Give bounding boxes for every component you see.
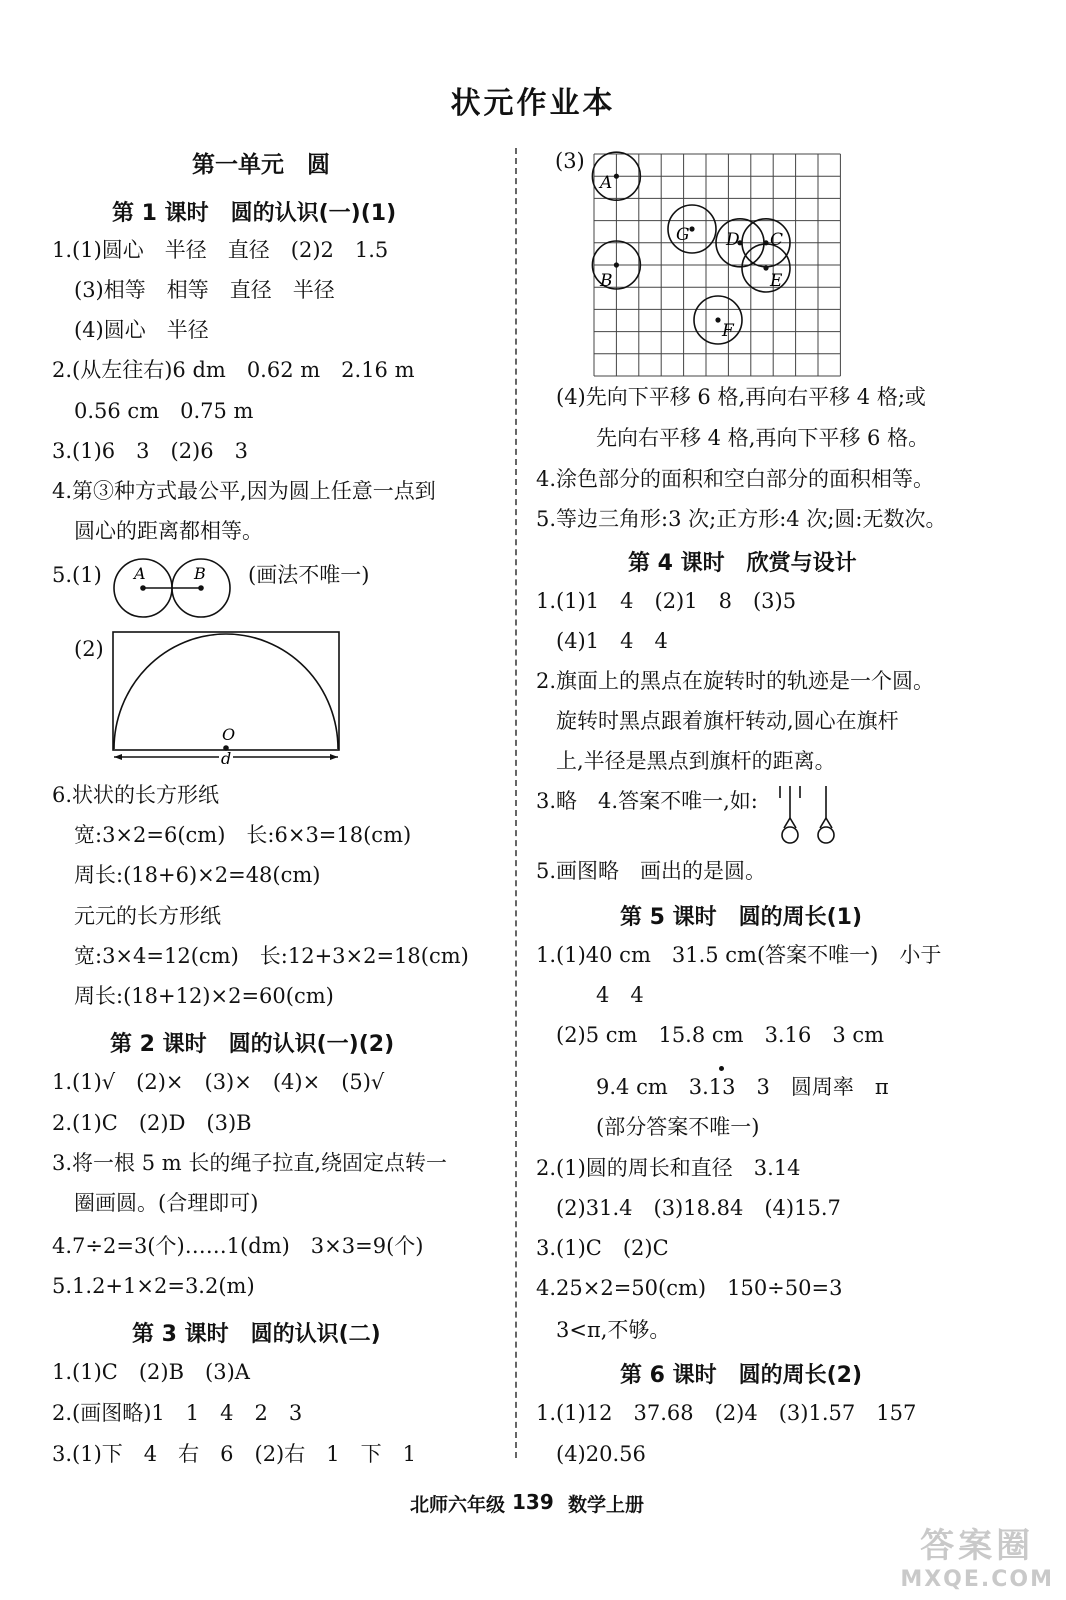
q6-line-4: 元元的长方形纸 — [74, 904, 221, 928]
two-circles-figure — [110, 556, 236, 620]
l2-line-6: 5.1.2+1×2=3.2(m) — [52, 1274, 255, 1298]
l2-line-5: 4.7÷2=3(个)……1(dm) 3×3=9(个) — [52, 1234, 424, 1258]
r-cont-line-2: 先向右平移 4 格,再向下平移 6 格。 — [596, 426, 930, 450]
l1-line-7: 4.第③种方式最公平,因为圆上任意一点到 — [52, 479, 436, 503]
lesson-1-title: 第 1 课时 圆的认识(一)(1) — [112, 201, 397, 226]
diameter-d-label: d — [221, 749, 232, 768]
lesson-3-title: 第 3 课时 圆的认识(二) — [132, 1322, 381, 1347]
grid-label-a: A — [600, 173, 613, 193]
q6-line-1: 6.状状的长方形纸 — [52, 783, 220, 807]
column-divider — [515, 148, 517, 1458]
l1-line-3: (4)圆心 半径 — [74, 318, 209, 342]
watermark — [900, 1518, 1054, 1592]
q5-1-label: 5.(1) — [52, 563, 102, 587]
l4-line-1: 1.(1)1 4 (2)1 8 (3)5 — [536, 589, 797, 613]
l5-line-1: 1.(1)40 cm 31.5 cm(答案不唯一) 小于 — [536, 943, 942, 967]
lesson-4-title: 第 4 课时 欣赏与设计 — [628, 551, 857, 576]
q6-line-2: 宽:3×2=6(cm) 长:6×3=18(cm) — [74, 823, 412, 847]
l5-line-9: 4.25×2=50(cm) 150÷50=3 — [536, 1276, 843, 1300]
repeating-decimal-dot — [719, 1066, 724, 1071]
l4-line-6: 3.略 4.答案不唯一,如: — [536, 789, 758, 813]
l4-line-4: 旋转时黑点跟着旗杆转动,圆心在旗杆 — [556, 709, 899, 733]
lesson-6-title: 第 6 课时 圆的周长(2) — [620, 1363, 863, 1388]
point-b-label: B — [194, 564, 206, 583]
semicircle-rectangle-figure — [108, 628, 344, 768]
r-cont-line-4: 5.等边三角形:3 次;正方形:4 次;圆:无数次。 — [536, 507, 947, 531]
pendulum-figures — [770, 784, 842, 846]
q5-2-label: (2) — [74, 637, 104, 661]
page-title: 状元作业本 — [450, 86, 616, 121]
l4-line-2: (4)1 4 4 — [556, 629, 668, 653]
l1-line-5: 0.56 cm 0.75 m — [74, 399, 254, 423]
l2-line-1: 1.(1)√ (2)× (3)× (4)× (5)√ — [52, 1070, 385, 1094]
point-a-label: A — [134, 564, 146, 583]
grid-label-e: E — [770, 271, 783, 291]
l5-line-3: (2)5 cm 15.8 cm 3.16 3 cm — [556, 1023, 885, 1047]
l3-line-1: 1.(1)C (2)B (3)A — [52, 1360, 250, 1384]
l3-line-3: 3.(1)下 4 右 6 (2)右 1 下 1 — [52, 1442, 416, 1466]
l4-line-3: 2.旗面上的黑点在旋转时的轨迹是一个圆。 — [536, 669, 935, 693]
l5-line-8: 3.(1)C (2)C — [536, 1236, 669, 1260]
grid-label-g: G — [676, 225, 690, 245]
watermark-url: MXQE.COM — [900, 1567, 1054, 1592]
l5-line-2: 4 4 — [596, 983, 644, 1007]
l4-line-7: 5.画图略 画出的是圆。 — [536, 859, 767, 883]
l4-line-5: 上,半径是黑点到旗杆的距离。 — [556, 749, 836, 773]
l2-line-2: 2.(1)C (2)D (3)B — [52, 1111, 252, 1135]
l1-line-1: 1.(1)圆心 半径 直径 (2)2 1.5 — [52, 238, 389, 262]
grid-label-c: C — [770, 230, 784, 250]
watermark-logo: 答案圈 — [920, 1526, 1035, 1566]
lesson-2-title: 第 2 课时 圆的认识(一)(2) — [110, 1032, 395, 1057]
r-cont-line-3: 4.涂色部分的面积和空白部分的面积相等。 — [536, 467, 935, 491]
q5-note: (画法不唯一) — [248, 563, 370, 587]
footer-subject: 数学上册 — [568, 1494, 645, 1516]
grid-circles-figure — [590, 150, 846, 380]
l5-line-6: 2.(1)圆的周长和直径 3.14 — [536, 1156, 801, 1180]
grid-label-f: F — [722, 321, 734, 341]
footer-grade: 北师六年级 — [410, 1494, 506, 1516]
lesson-5-title: 第 5 课时 圆的周长(1) — [620, 905, 863, 930]
l1-line-4: 2.(从左往右)6 dm 0.62 m 2.16 m — [52, 358, 415, 382]
l2-line-4: 圈画圆。(合理即可) — [74, 1191, 259, 1215]
footer-page-number: 139 — [512, 1490, 554, 1514]
grid-label-b: B — [600, 271, 613, 291]
l2-line-3: 3.将一根 5 m 长的绳子拉直,绕固定点转一 — [52, 1151, 448, 1175]
unit-title: 第一单元 圆 — [192, 152, 330, 178]
q3-3-label: (3) — [555, 149, 585, 173]
grid-label-d: D — [726, 230, 740, 250]
l6-line-1: 1.(1)12 37.68 (2)4 (3)1.57 157 — [536, 1401, 917, 1425]
l5-line-4: 9.4 cm 3.13 3 圆周率 π — [596, 1075, 889, 1099]
l1-line-2: (3)相等 相等 直径 半径 — [74, 278, 335, 302]
l5-line-10: 3<π,不够。 — [556, 1318, 671, 1342]
l1-line-6: 3.(1)6 3 (2)6 3 — [52, 439, 248, 463]
r-cont-line-1: (4)先向下平移 6 格,再向右平移 4 格;或 — [556, 385, 926, 409]
l1-line-8: 圆心的距离都相等。 — [74, 519, 263, 543]
q6-line-3: 周长:(18+6)×2=48(cm) — [74, 863, 321, 887]
q6-line-6: 周长:(18+12)×2=60(cm) — [74, 984, 334, 1008]
l6-line-2: (4)20.56 — [556, 1442, 646, 1466]
l5-line-7: (2)31.4 (3)18.84 (4)15.7 — [556, 1196, 841, 1220]
l5-line-5: (部分答案不唯一) — [596, 1115, 760, 1139]
q6-line-5: 宽:3×4=12(cm) 长:12+3×2=18(cm) — [74, 944, 469, 968]
center-o-label: O — [222, 725, 236, 744]
l3-line-2: 2.(画图略)1 1 4 2 3 — [52, 1401, 303, 1425]
